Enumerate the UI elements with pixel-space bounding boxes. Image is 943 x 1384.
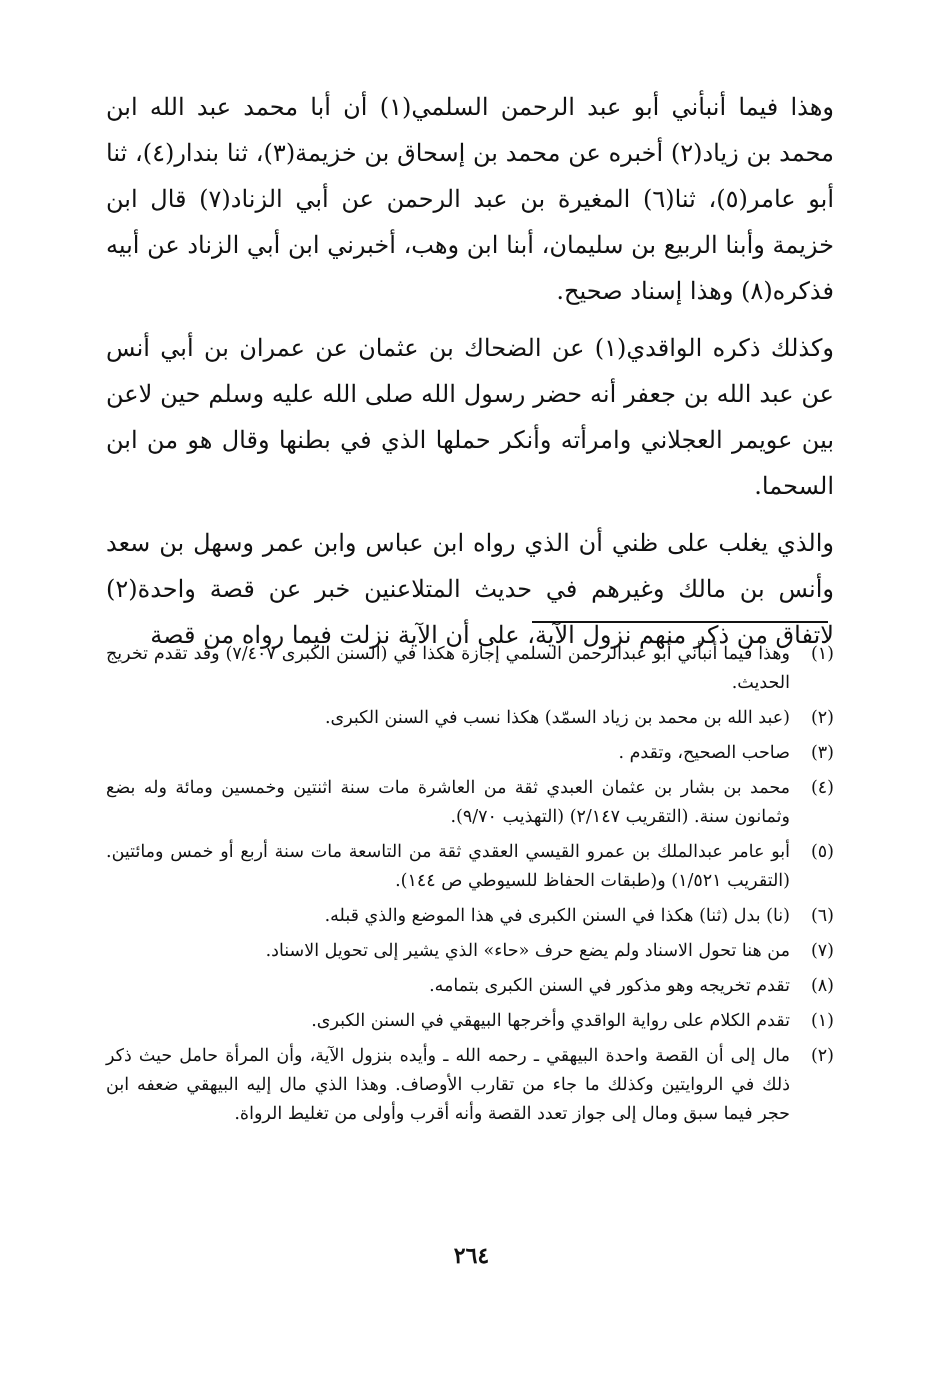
footnote-text: تقدم تخريجه وهو مذكور في السنن الكبرى بتمامه. bbox=[429, 976, 790, 996]
paragraph: وكذلك ذكره الواقدي(١) عن الضحاك بن عثمان عن عمران بن أبي أنس عن عبد الله بن جعفر أنه حضر رسول الله صلى الله عليه وسلم حين لاعن بين عويمر العجلاني وامرأته وأنكر حملها الذي في بطنها وقال هو من ابن السحما. bbox=[106, 334, 834, 500]
footnote bbox=[106, 774, 834, 832]
footnote bbox=[106, 838, 834, 896]
footnote bbox=[106, 972, 834, 1001]
footnote-number: (١) bbox=[810, 644, 834, 664]
footnote-number: (٥) bbox=[810, 842, 834, 862]
footnote bbox=[106, 1007, 834, 1036]
footnote-number: (٣) bbox=[810, 743, 834, 763]
footnote bbox=[106, 937, 834, 966]
footnote-text: صاحب الصحيح، وتقدم . bbox=[618, 743, 790, 763]
paragraph: وهذا فيما أنبأني أبو عبد الرحمن السلمي(١) أن أبا محمد عبد الله ابن محمد بن زياد(٢) أخبره عن محمد بن إسحاق بن خزيمة(٣)، ثنا بندار(٤)، ثنا أبو عامر(٥)، ثنا(٦) المغيرة بن عبد الرحمن عن أبي الزناد(٧) قال ابن خزيمة وأبنا الربيع بن سليمان، أبنا ابن وهب، أخبرني ابن أبي الزناد عن أبيه فذكره(٨) وهذا إسناد صحيح. bbox=[106, 93, 835, 305]
footnote-divider bbox=[532, 621, 828, 623]
footnote bbox=[106, 739, 834, 768]
footnote bbox=[106, 640, 834, 698]
footnote bbox=[106, 1042, 834, 1129]
footnote-number: (٧) bbox=[810, 941, 834, 961]
footnote bbox=[106, 902, 834, 931]
page-number: ٢٦٤ bbox=[453, 1243, 490, 1269]
footnote-text: (نا) بدل (ثنا) هكذا في السنن الكبرى في هذا الموضع والذي قبله. bbox=[324, 906, 790, 926]
footnote bbox=[106, 704, 834, 733]
footnote-number: (٤) bbox=[810, 778, 834, 798]
footnote-number: (٦) bbox=[810, 906, 834, 926]
footnote-text: تقدم الكلام على رواية الواقدي وأخرجها البيهقي في السنن الكبرى. bbox=[311, 1011, 790, 1031]
footnote-text: أبو عامر عبدالملك بن عمرو القيسي العقدي ثقة من التاسعة مات سنة أربع أو خمس ومائتين. (التقريب ١/٥٢١) و(طبقات الحفاظ للسيوطي ص ١٤٤). bbox=[106, 842, 790, 891]
footnote-text: مال إلى أن القصة واحدة البيهقي ـ رحمه الله ـ وأيده بنزول الآية، وأن المرأة حامل حيث ذكر ذلك في الروايتين وكذلك ما جاء من تقارب الأوصاف. وهذا الذي مال إليه البيهقي ضعفه ابن حجر فيما سبق ومال إلى جواز تعدد القصة وأنه أقرب وأولى من تغليط الرواة. bbox=[106, 1046, 790, 1124]
main-text bbox=[106, 84, 834, 669]
footnote-text: (عبد الله بن محمد بن زياد السمّد) هكذا نسب في السنن الكبرى. bbox=[324, 708, 790, 728]
footnotes bbox=[106, 640, 834, 1135]
footnote-number: (٢) bbox=[810, 708, 834, 728]
footnote-number: (٨) bbox=[810, 976, 834, 996]
footnote-text: من هنا تحول الاسناد ولم يضع حرف «حاء» الذي يشير إلى تحويل الاسناد. bbox=[265, 941, 790, 961]
footnote-text: وهذا فيما أنبأني أبو عبدالرحمن السلمي إجازة هكذا في (السنن الكبرى ٧/٤٠٧) وقد تقدم تخريج الحديث. bbox=[106, 644, 790, 693]
footnote-number: (١) bbox=[810, 1011, 834, 1031]
footnote-text: محمد بن بشار بن عثمان العبدي ثقة من العاشرة مات سنة اثنتين وخمسين ومائة وله بضع وثمانون سنة. (التقريب ٢/١٤٧) (التهذيب ٩/٧٠). bbox=[106, 778, 790, 827]
paragraph: والذي يغلب على ظني أن الذي رواه ابن عباس وابن عمر وسهل بن سعد وأنس بن مالك وغيرهم في حديث المتلاعنين خبر عن قصة واحدة(٢) لاتفاق من ذكر منهم نزول الآية، على أن الآية نزلت فيما رواه من قصة bbox=[106, 529, 834, 649]
footnote-number: (٢) bbox=[810, 1046, 834, 1066]
